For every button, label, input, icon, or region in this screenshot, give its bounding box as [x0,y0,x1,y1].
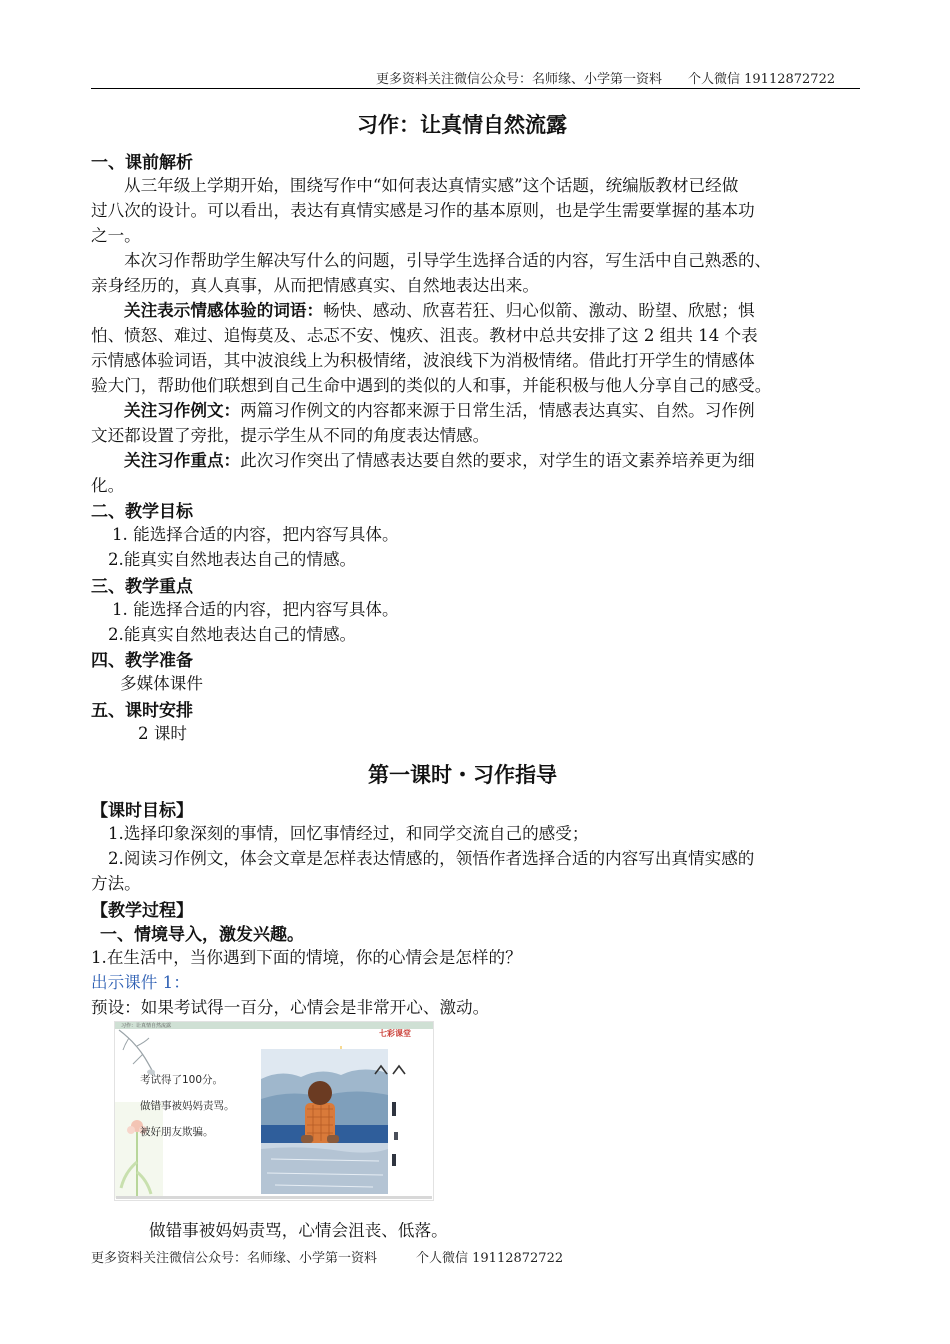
courseware-label: 出示课件 1： [91,973,190,992]
paragraph-line [124,398,755,423]
boy-by-sea-picture [261,1049,388,1194]
slide-strip-label: 习作：让真情自然流露 [121,1023,172,1029]
emphasis-label: 关注表示情感体验的词语： [124,301,324,320]
list-item: 2.能真实自然地表达自己的情感。 [108,550,357,569]
list-item: 2.阅读习作例文，体会文章是怎样表达情感的，领悟作者选择合适的内容写出真情实感的 [108,849,755,868]
section-heading-5: 五、课时安排 [91,701,193,721]
list-item: 2 课时 [138,724,188,743]
paragraph-text: 两篇习作例文的内容都来源于日常生活，情感表达真实、自然。习作例 [240,401,755,420]
header-rule [91,88,860,89]
branch-decoration-icon [115,1028,195,1078]
paragraph-line: 亲身经历的，真人真事，从而把情感真实、自然地表达出来。 [91,276,540,295]
slide-option: 做错事被妈妈责骂。 [140,1100,235,1112]
paragraph-line [124,448,755,473]
section-heading-3: 三、教学重点 [91,577,193,597]
paragraph-line: 过八次的设计。可以看出，表达有真情实感是习作的基本原则，也是学生需要掌握的基本功 [91,201,755,220]
slide-option: 被好朋友欺骗。 [140,1126,214,1138]
section-heading-4: 四、教学准备 [91,651,193,671]
emphasis-label: 关注习作重点： [124,451,241,470]
page-header: 更多资料关注微信公众号：名师缘、小学第一资料 个人微信 19112872722 [376,72,836,87]
lesson-title: 第一课时・习作指导 [368,763,557,787]
paragraph-line: 示情感体验词语，其中波浪线上为积极情绪，波浪线下为消极情绪。借此打开学生的情感体 [91,351,755,370]
boy-by-sea-illustration [261,1049,388,1194]
list-item: 多媒体课件 [120,674,203,693]
courseware-slide-image [114,1021,434,1201]
emphasis-label: 关注习作例文： [124,401,241,420]
slide-logo: 七彩课堂 [379,1029,411,1038]
paragraph-line: 化。 [91,476,125,495]
question-line: 1.在生活中，当你遇到下面的情境，你的心情会是怎样的？ [91,948,522,967]
section-heading-2: 二、教学目标 [91,502,193,522]
edge-mark-icon [388,1102,408,1182]
slide-option: 考试得了100分。 [140,1074,224,1086]
figure-outline-icon [373,1062,407,1076]
list-item: 1. 能选择合适的内容，把内容写具体。 [112,525,399,544]
after-slide-line: 做错事被妈妈责骂，心情会沮丧、低落。 [149,1221,448,1240]
paragraph-line: 验大门，帮助他们联想到自己生命中遇到的类似的人和事，并能积极与他人分享自己的感受。 [91,376,772,395]
list-item: 2.能真实自然地表达自己的情感。 [108,625,357,644]
list-item: 方法。 [91,874,141,893]
flower-decoration-icon [115,1102,163,1198]
paragraph-line: 文还都设置了旁批，提示学生从不同的角度表达情感。 [91,426,490,445]
process-heading: 【教学过程】 [91,901,193,921]
paragraph-line: 从三年级上学期开始，围绕写作中“如何表达真情实感”这个话题，统编版教材已经做 [124,176,739,195]
preset-line: 预设：如果考试得一百分，心情会是非常开心、激动。 [91,998,490,1017]
step-heading: 一、情境导入，激发兴趣。 [100,925,304,945]
paragraph-text: 畅快、感动、欣喜若狂、归心似箭、激动、盼望、欣慰；惧 [323,301,755,320]
slide-bottom-edge [116,1196,432,1199]
section-heading-1: 一、课前解析 [91,153,193,173]
page-footer: 更多资料关注微信公众号：名师缘、小学第一资料 个人微信 19112872722 [91,1251,564,1266]
paragraph-line: 本次习作帮助学生解决写什么的问题，引导学生选择合适的内容，写生活中自己熟悉的、 [124,251,772,270]
paragraph-line: 之一。 [91,226,141,245]
paragraph-line [124,298,755,323]
paragraph-text: 此次习作突出了情感表达要自然的要求，对学生的语文素养培养更为细 [240,451,755,470]
paragraph-line: 怕、愤怒、难过、追悔莫及、忐忑不安、愧疚、沮丧。教材中总共安排了这 2 组共 14 个表 [91,326,758,345]
list-item: 1.选择印象深刻的事情，回忆事情经过，和同学交流自己的感受； [108,824,589,843]
page-title: 习作：让真情自然流露 [357,113,567,137]
list-item: 1. 能选择合适的内容，把内容写具体。 [112,600,399,619]
goals-heading: 【课时目标】 [91,801,193,821]
